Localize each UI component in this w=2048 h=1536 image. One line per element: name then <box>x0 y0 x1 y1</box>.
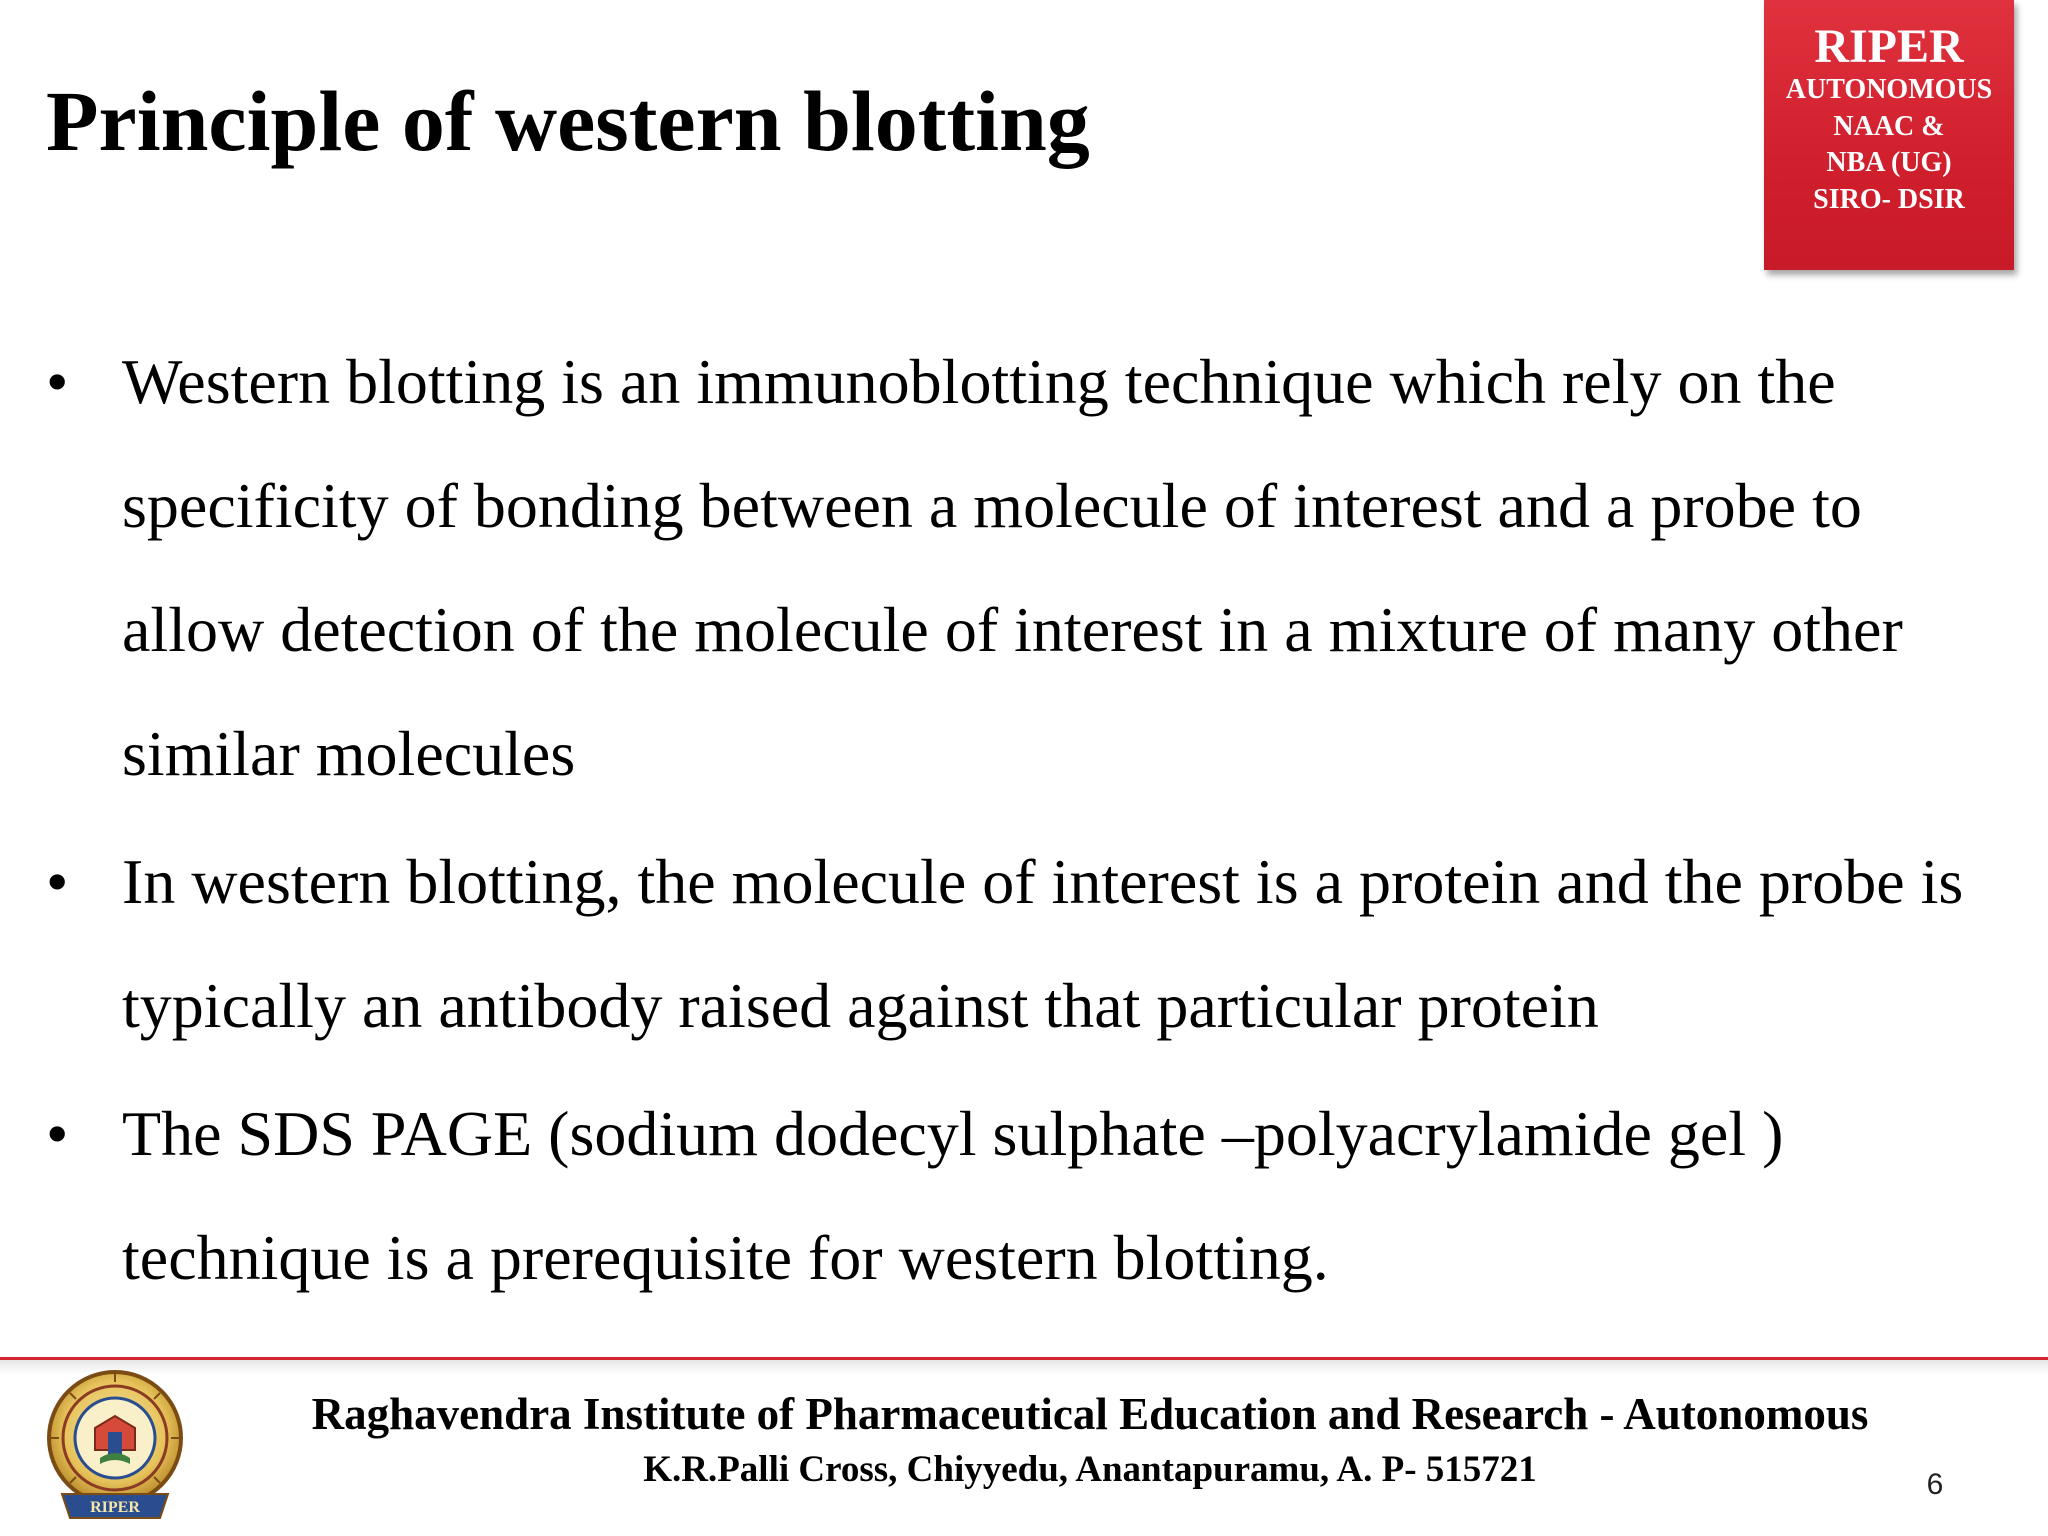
bullet-list <box>46 320 2006 1324</box>
institute-seal-icon <box>40 1366 190 1526</box>
institute-name: Raghavendra Institute of Pharmaceutical Education and Research - Autonomous <box>311 1389 1869 1439</box>
bullet-item <box>46 320 2006 816</box>
bullet-dot: • <box>46 846 69 917</box>
accreditation-badge <box>1764 0 2014 270</box>
footer-shadow <box>0 1360 2048 1374</box>
badge-title: RIPER <box>1814 20 1964 73</box>
institute-address: K.R.Palli Cross, Chiyyedu, Anantapuramu, A. P- 515721 <box>643 1449 1537 1490</box>
bullet-text: Western blotting is an immunoblotting technique which rely on the specificity of bonding between a molecule of interest and a probe to allow detection of the molecule of interest in a mixture of many other similar molecules <box>122 346 1903 789</box>
bullet-item <box>46 820 2006 1068</box>
badge-line: SIRO- DSIR <box>1813 183 1965 215</box>
bullet-item <box>46 1072 2006 1320</box>
badge-line: NBA (UG) <box>1826 147 1952 179</box>
badge-line: NAAC & <box>1833 110 1945 142</box>
bullet-dot: • <box>46 1098 69 1169</box>
slide-title: Principle of western blotting <box>46 73 1090 169</box>
bullet-text: The SDS PAGE (sodium dodecyl sulphate –polyacrylamide gel ) technique is a prerequisite for western blotting. <box>122 1098 1784 1293</box>
logo-text: RIPER <box>90 1499 140 1516</box>
badge-line: AUTONOMOUS <box>1785 74 1993 106</box>
bullet-dot: • <box>46 346 69 417</box>
bullet-text: In western blotting, the molecule of interest is a protein and the probe is typically an antibody raised against that particular protein <box>122 846 1964 1041</box>
page-number: 6 <box>1926 1468 1944 1501</box>
